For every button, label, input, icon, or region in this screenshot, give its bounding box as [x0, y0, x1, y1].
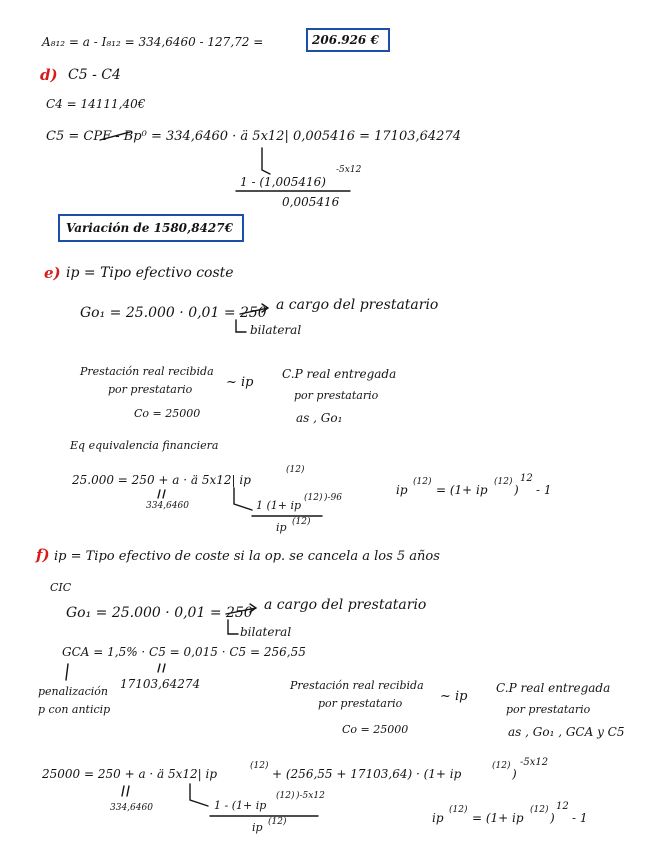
- e-a-mark1: [158, 490, 160, 498]
- f-fraction-numerator: 1 - (1+ ip: [214, 799, 267, 812]
- f-fraction-num-exp: )-5x12: [296, 791, 325, 801]
- e-opening-fee-line: Go₁ = 25.000 · 0,01 = 250: [80, 305, 267, 321]
- e-rhs-minus-one: - 1: [536, 483, 552, 497]
- f-a-value: 334,6460: [110, 803, 153, 813]
- section-d-label: d): [40, 66, 58, 84]
- f-penalty-line1: penalización: [38, 685, 108, 698]
- e-prestacion-line2: por prestatario: [108, 383, 193, 396]
- f-penalty-line2: p con anticip: [38, 703, 111, 716]
- f-rhs-sup1: (12): [449, 805, 468, 815]
- f-c5-value: 17103,64274: [120, 677, 201, 691]
- e-fraction-denominator: ip: [276, 521, 287, 534]
- f-equation: 25000 = 250 + a · ä 5x12| ip: [42, 767, 218, 781]
- f-fraction-denominator: ip: [252, 821, 263, 834]
- f-bilateral-label: bilateral: [240, 625, 292, 639]
- d-fraction-denominator: 0,005416: [282, 195, 340, 209]
- e-cargo-label: a cargo del prestatario: [276, 297, 439, 313]
- f-penalty-mark: [66, 664, 68, 680]
- e-rhs-sup2: (12): [494, 477, 513, 487]
- f-arrow-bilateral: [228, 620, 238, 634]
- section-e-title: ip = Tipo efectivo coste: [66, 265, 234, 281]
- e-rhs-expr: = (1+ ip: [436, 483, 488, 497]
- e-rhs-ip: ip: [396, 483, 408, 497]
- e-cp-line2: por prestatario: [294, 389, 379, 402]
- f-rhs-close: ): [550, 811, 555, 825]
- f-as-go-gca: as , Go₁ , GCA y C5: [508, 725, 625, 739]
- f-prestacion-line2: por prestatario: [318, 697, 403, 710]
- e-rhs-close: ): [514, 483, 519, 497]
- d-hook-arrow: [262, 148, 270, 174]
- e-equivalence-sign: ~ ip: [226, 375, 254, 390]
- e-fraction-den-sup: (12): [292, 517, 311, 527]
- f-rhs-sup2: (12): [530, 805, 549, 815]
- f-cic-label: CIC: [50, 581, 72, 594]
- f-rhs-exp: 12: [556, 801, 569, 812]
- f-cp-line2: por prestatario: [506, 703, 591, 716]
- f-opening-fee-line: Go₁ = 25.000 · 0,01 = 250: [66, 605, 253, 621]
- e-equation: 25.000 = 250 + a · ä 5x12| ip: [72, 473, 251, 487]
- f-equation-close: ): [512, 767, 517, 781]
- f-equivalence-sign: ~ ip: [440, 689, 468, 704]
- c5-formula: C5 = CPF - Bp⁰ = 334,6460 · ä 5x12| 0,005416 = 17103,64274: [46, 129, 461, 144]
- e-rhs-sup1: (12): [413, 477, 432, 487]
- e-cp-line1: C.P real entregada: [282, 367, 397, 381]
- d-fraction-numerator: 1 - (1,005416): [240, 175, 326, 189]
- f-prestacion-line1: Prestación real recibida: [290, 679, 424, 692]
- amortization-line: A₈₁₂ = a - I₈₁₂ = 334,6460 - 127,72 =: [42, 35, 264, 49]
- section-f-label: f): [36, 546, 50, 564]
- f-a-mark2: [127, 786, 129, 796]
- e-a-mark2: [163, 490, 165, 498]
- e-arrow-bilateral: [236, 320, 246, 332]
- f-equation-part2: + (256,55 + 17103,64) · (1+ ip: [272, 767, 462, 781]
- f-rhs-ip: ip: [432, 811, 444, 825]
- section-e-label: e): [44, 264, 61, 282]
- e-hook-arrow: [234, 488, 252, 510]
- e-fraction-numerator: 1 (1+ ip: [256, 499, 302, 512]
- result-box-value: 206.926 €: [312, 33, 379, 47]
- e-prestacion-line1: Prestación real recibida: [80, 365, 214, 378]
- f-hook-arrow: [190, 784, 208, 806]
- f-a-mark1: [122, 786, 124, 796]
- e-rhs-exp: 12: [520, 473, 533, 484]
- f-rhs-expr: = (1+ ip: [472, 811, 524, 825]
- section-f-title: ip = Tipo efectivo de coste si la op. se cancela a los 5 años: [54, 549, 440, 564]
- section-d-title: C5 - C4: [68, 67, 121, 83]
- e-as-go: as , Go₁: [296, 411, 343, 425]
- f-rhs-minus-one: - 1: [572, 811, 588, 825]
- c4-value: C4 = 14111,40€: [46, 97, 146, 111]
- e-fraction-num-sup: (12): [304, 493, 323, 503]
- f-cp-line1: C.P real entregada: [496, 681, 611, 695]
- f-cargo-label: a cargo del prestatario: [264, 597, 427, 613]
- f-equation-exp: -5x12: [520, 757, 549, 768]
- variation-box-value: Variación de 1580,8427€: [66, 221, 233, 235]
- f-equation-sup2: (12): [492, 761, 511, 771]
- f-fraction-num-sup: (12): [276, 791, 295, 801]
- f-c5-mark2: [163, 664, 165, 672]
- f-gca-line: GCA = 1,5% · C5 = 0,015 · C5 = 256,55: [62, 645, 306, 659]
- e-co-value: Co = 25000: [134, 407, 201, 420]
- e-a-value: 334,6460: [146, 501, 189, 511]
- e-bilateral-label: bilateral: [250, 323, 302, 337]
- f-fraction-den-sup: (12): [268, 817, 287, 827]
- f-equation-sup: (12): [250, 761, 269, 771]
- e-equation-sup: (12): [286, 465, 305, 475]
- f-co-value: Co = 25000: [342, 723, 409, 736]
- f-c5-mark1: [158, 664, 160, 672]
- e-equivalence-title: Eq equivalencia financiera: [70, 439, 219, 452]
- e-fraction-num-exp: )-96: [324, 493, 343, 503]
- d-fraction-exponent: -5x12: [336, 165, 362, 175]
